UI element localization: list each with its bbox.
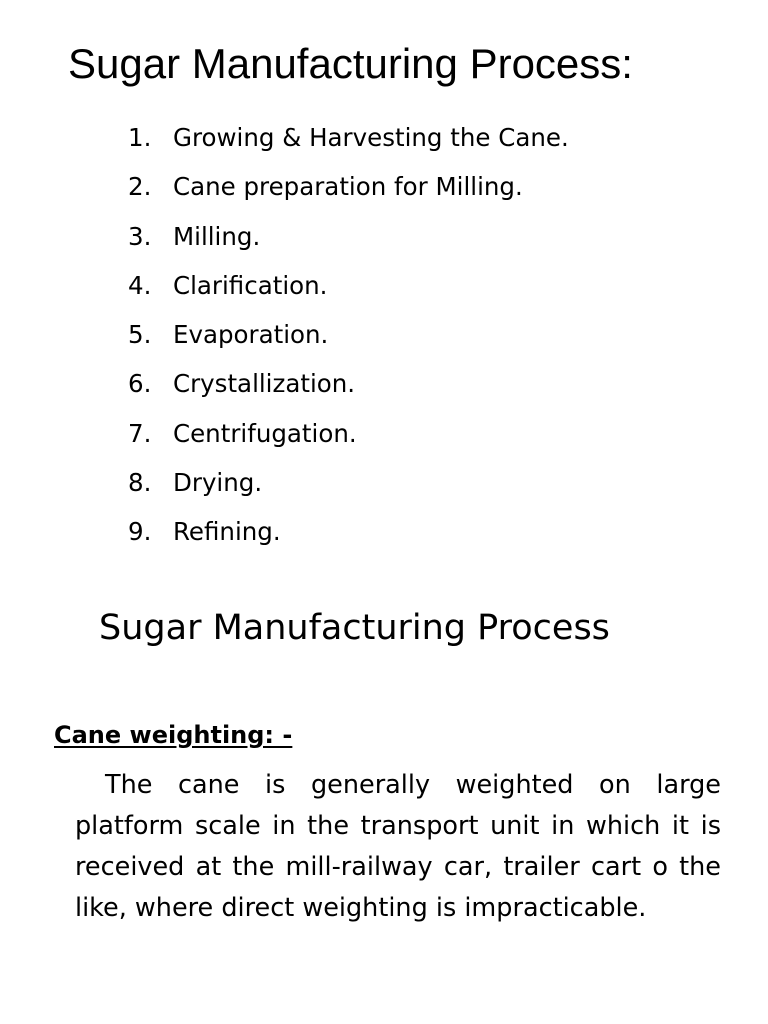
step-text: Cane preparation for Milling.	[173, 172, 523, 202]
list-item	[128, 409, 569, 458]
step-text: Drying.	[173, 468, 263, 498]
list-item	[128, 310, 569, 359]
step-text: Milling.	[173, 221, 261, 251]
step-number: 4.	[128, 270, 152, 300]
step-text: Evaporation.	[173, 320, 329, 350]
list-item	[128, 212, 569, 261]
step-text: Centrifugation.	[173, 418, 357, 448]
step-number: 9.	[128, 517, 152, 547]
step-text: Clarification.	[173, 270, 328, 300]
process-steps-list	[128, 113, 569, 557]
body-paragraph: The cane is generally weighted on large platform scale in the transport unit in which it is received at the mill-railway car, trailer cart o the like, where direct weighting is impracticable.	[75, 770, 721, 923]
step-text: Growing & Harvesting the Cane.	[173, 123, 569, 152]
list-item	[128, 507, 569, 556]
step-number: 6.	[128, 369, 152, 399]
list-item	[128, 458, 569, 507]
step-number: 3.	[128, 221, 152, 251]
step-text: Crystallization.	[173, 369, 356, 399]
step-number: 1.	[128, 123, 152, 152]
section-title: Sugar Manufacturing Process	[99, 608, 610, 648]
step-number: 8.	[128, 468, 152, 498]
list-item	[128, 359, 569, 408]
step-number: 2.	[128, 172, 152, 202]
page-title: Sugar Manufacturing Process:	[68, 40, 633, 87]
list-item	[128, 113, 569, 162]
step-number: 5.	[128, 320, 152, 350]
step-number: 7.	[128, 418, 152, 448]
subheading-cane-weighting: Cane weighting: -	[54, 721, 293, 749]
list-item	[128, 261, 569, 310]
step-text: Refining.	[173, 517, 281, 547]
list-item	[128, 162, 569, 211]
